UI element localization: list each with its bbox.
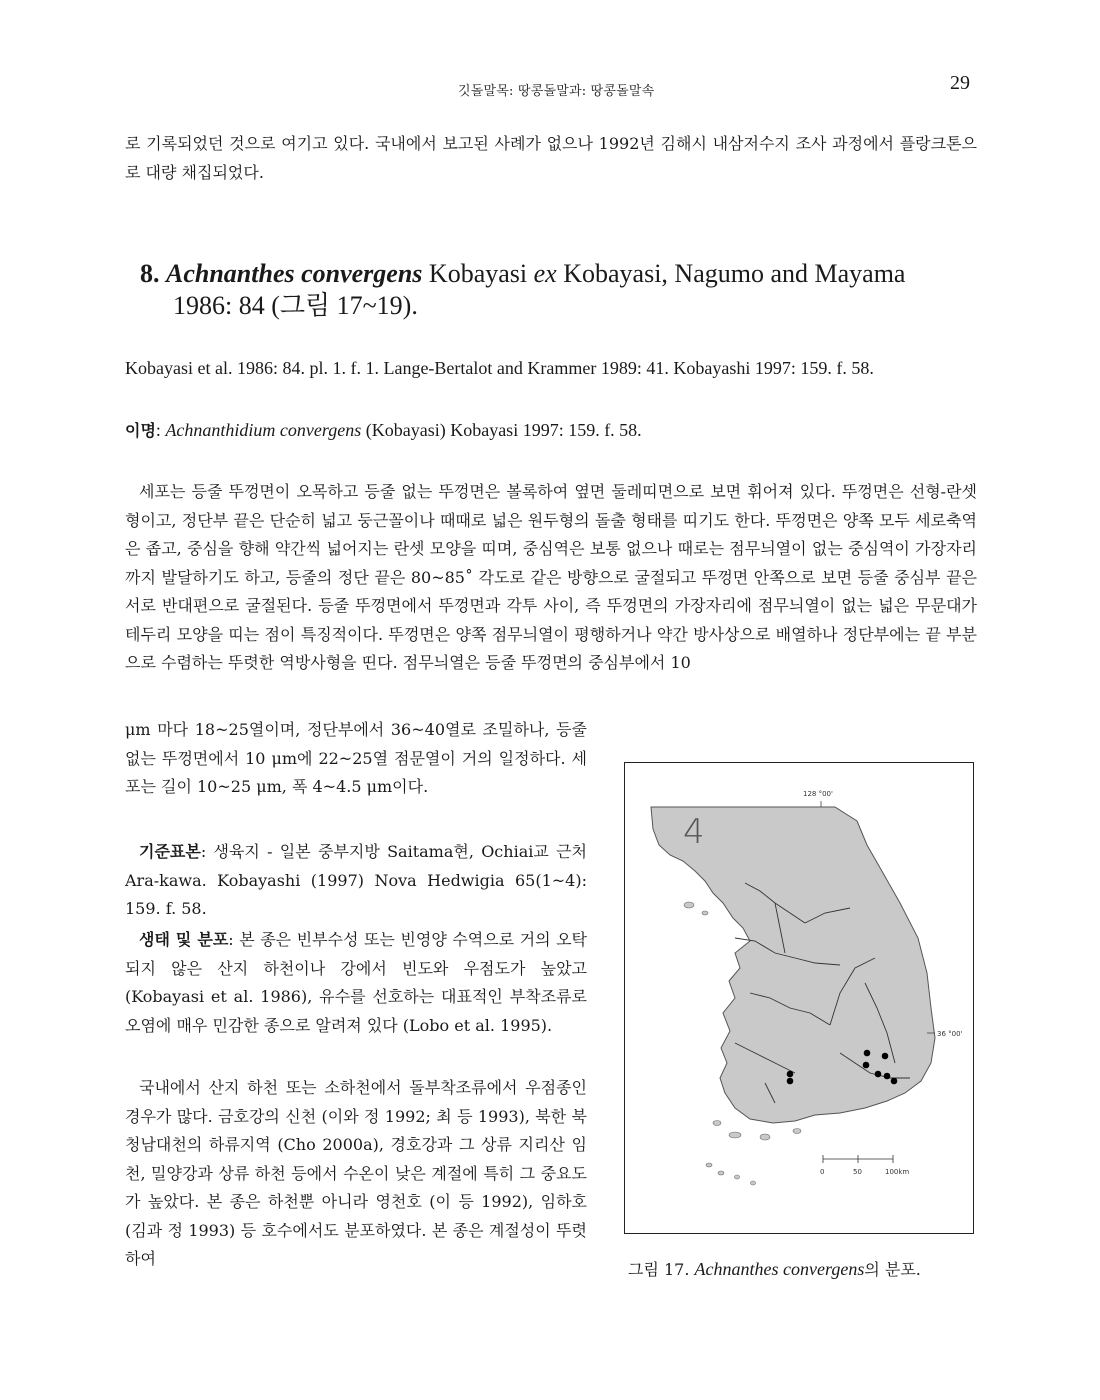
author-b: Kobayasi, Nagumo and Mayama xyxy=(563,259,906,288)
korea-distribution-paragraph: 국내에서 산지 하천 또는 소하천에서 돌부착조류에서 우점종인 경우가 많다. 금호강의 신천 (이와 정 1992; 최 등 1993), 북한 북청남대천의 하류지역 (Cho 2000a), 경호강과 그 상류 지리산 임천, 밀양강과 상류 하천 등에서 수온이 낮은 계절에 특히 그 중요도가 높았다. 본 종은 하천뿐 아니라 영천호 (이 등 1992), 임하호 (김과 정 1993) 등 호수에서도 분포하였다. 본 종은 계절성이 뚜렷하여 xyxy=(125,1078,587,1268)
island xyxy=(702,911,708,915)
occurrence-point xyxy=(875,1071,882,1078)
island xyxy=(793,1129,801,1134)
heading-citation: 1986: 84 (그림 17~19). xyxy=(173,291,418,320)
island xyxy=(751,1181,756,1185)
synonym-sep: : xyxy=(155,420,161,440)
distribution-map-figure xyxy=(624,762,974,1234)
author-a: Kobayasi xyxy=(428,259,528,288)
island xyxy=(718,1171,724,1175)
occurrence-point xyxy=(864,1050,871,1057)
occurrence-point xyxy=(891,1078,898,1085)
scale-bar xyxy=(823,1155,893,1163)
occurrence-point xyxy=(863,1062,870,1069)
scale-label-100: 100km xyxy=(885,1168,910,1176)
scale-label-0: 0 xyxy=(820,1168,825,1176)
peninsula-landmass xyxy=(651,807,935,1123)
island xyxy=(760,1134,770,1140)
island xyxy=(706,1163,712,1167)
references: Kobayasi et al. 1986: 84. pl. 1. f. 1. Lange-Bertalot and Krammer 1989: 41. Kobayashi 1997: 159. f. 58. xyxy=(125,358,874,378)
island xyxy=(713,1121,721,1126)
page-number: 29 xyxy=(950,72,970,94)
intro-paragraph: 로 기록되었던 것으로 여기고 있다. 국내에서 보고된 사례가 없으나 1992년 김해시 내삼저수지 조사 과정에서 플랑크톤으로 대량 채집되었다. xyxy=(125,134,977,182)
section-number: 8. xyxy=(140,259,160,288)
korea-map xyxy=(625,763,972,1232)
synonym-name: Achnanthidium convergens xyxy=(165,420,362,440)
ecology-text: : 본 종은 빈부수성 또는 빈영양 수역으로 거의 오탁되지 않은 산지 하천이나 강에서 빈도와 우점도가 높았고 (Kobayasi et al. 1986), 유수를 선호하는 대표적인 부착조류로 오염에 매우 민감한 종으로 알려져 있다 (Lobo et al. 1995). xyxy=(125,930,587,1035)
caption-species: Achnanthes convergens xyxy=(694,1259,865,1279)
ex-word: ex xyxy=(533,259,557,288)
scale-label-50: 50 xyxy=(853,1168,862,1176)
running-head: 깃돌말목: 땅콩돌말과: 땅콩돌말속 xyxy=(458,84,655,99)
island xyxy=(729,1132,741,1138)
island xyxy=(735,1175,740,1179)
ecology-label: 생태 및 분포 xyxy=(139,930,229,949)
latitude-label: 36 °00' xyxy=(937,1030,963,1038)
occurrence-point xyxy=(884,1073,891,1080)
type-specimen-label: 기준표본 xyxy=(139,842,201,861)
ecology-paragraph xyxy=(125,926,587,1040)
occurrence-point xyxy=(787,1071,794,1078)
caption-suffix: 의 분포. xyxy=(864,1260,921,1279)
figure-caption xyxy=(628,1257,921,1282)
description-paragraph: 세포는 등줄 뚜껑면이 오목하고 등줄 없는 뚜껑면은 볼록하여 옆면 둘레띠면으로 보면 휘어져 있다. 뚜껑면은 선형-란셋형이고, 정단부 끝은 단순히 넓고 둥근꼴이나 때때로 넓은 원두형의 돌출 형태를 띠기도 한다. 뚜껑면은 양쪽 모두 세로축역은 좁고, 중심을 향해 약간씩 넓어지는 란셋 모양을 띠며, 중심역은 보통 없으나 때로는 점무늬열이 없는 중심역이 가장자리까지 발달하기도 하고, 등줄의 정단 끝은 80~85˚ 각도로 같은 방향으로 굴절되고 뚜껑면 안쪽으로 보면 등줄 중심부 끝은 서로 반대편으로 굴절된다. 등줄 뚜껑면에서 뚜껑면과 각투 사이, 즉 뚜껑면의 가장자리에 점무늬열이 없는 넓은 무문대가 테두리 모양을 띠는 점이 특징적이다. 뚜껑면은 양쪽 점무늬열이 평행하거나 약간 방사상으로 배열하나 정단부에는 끝 부분으로 수렴하는 뚜렷한 역방사형을 띤다. 점무늬열은 등줄 뚜껑면의 중심부에서 10 xyxy=(125,482,977,672)
occurrence-point xyxy=(882,1053,889,1060)
synonym-label: 이명 xyxy=(125,421,156,440)
synonym-rest: (Kobayasi) Kobayasi 1997: 159. f. 58. xyxy=(365,420,642,440)
species-name: Achnanthes convergens xyxy=(166,259,423,288)
caption-prefix: 그림 17. xyxy=(628,1260,690,1279)
map-number: 4 xyxy=(683,812,705,852)
type-specimen-paragraph xyxy=(125,838,587,924)
synonym xyxy=(125,418,977,443)
island xyxy=(684,902,694,908)
species-heading xyxy=(140,258,970,322)
description-continuation: μm 마다 18~25열이며, 정단부에서 36~40열로 조밀하나, 등줄 없는 뚜껑면에서 10 μm에 22~25열 점문열이 거의 일정하다. 세포는 길이 10~25 μm, 폭 4~4.5 μm이다. xyxy=(125,720,587,796)
longitude-label: 128 °00' xyxy=(803,790,833,798)
type-specimen-text: : 생육지 - 일본 중부지방 Saitama현, Ochiai교 근처 Ara-kawa. Kobayashi (1997) Nova Hedwigia 65(1~4): 159. f. 58. xyxy=(125,842,587,918)
occurrence-point xyxy=(787,1078,794,1085)
